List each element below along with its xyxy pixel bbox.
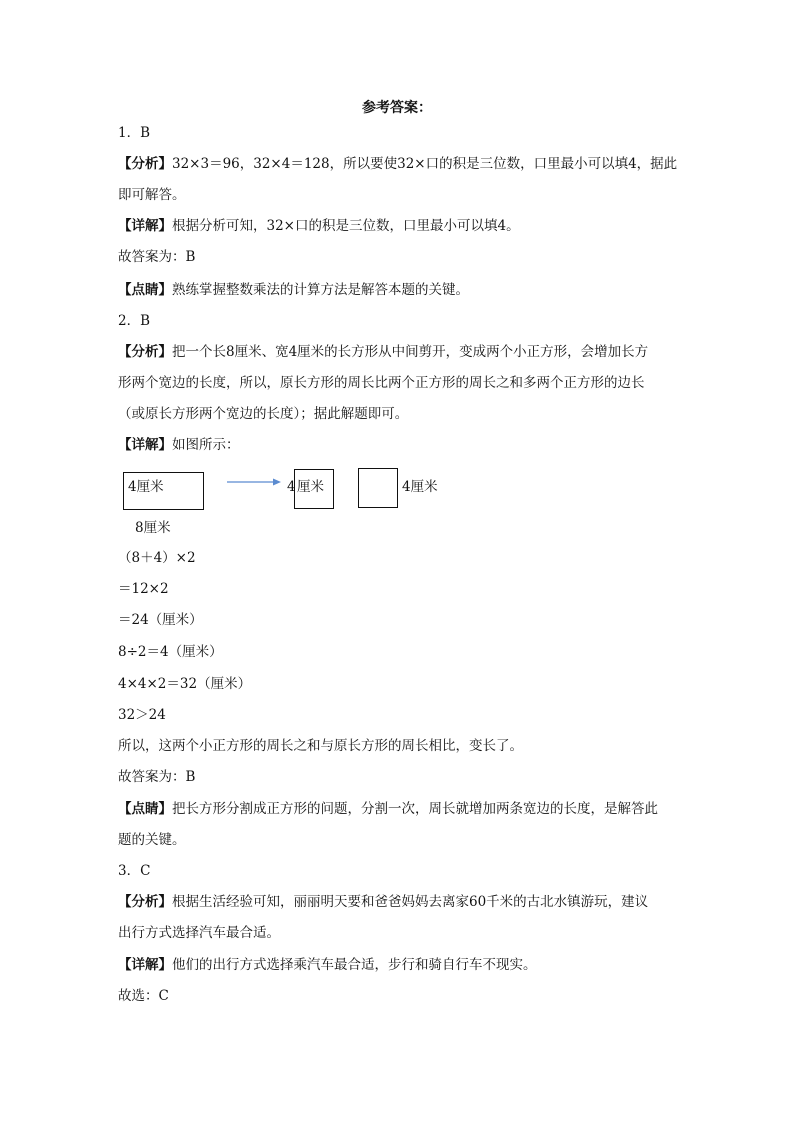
q1-comment: 【点睛】熟练掌握整数乘法的计算方法是解答本题的关键。 xyxy=(118,282,469,298)
rectangle-width-label: 4厘米 xyxy=(128,479,164,495)
square-figure-2 xyxy=(358,468,398,508)
q3-analysis-line-2: 出行方式选择汽车最合适。 xyxy=(118,925,280,941)
rectangle-length-label: 8厘米 xyxy=(135,520,171,536)
q2-comment-line-2: 题的关键。 xyxy=(118,832,186,848)
arrow-icon xyxy=(227,476,287,488)
analysis-tag: 【分析】 xyxy=(118,344,172,360)
q1-number: 1．B xyxy=(118,125,151,141)
q2-analysis-line-2: 形两个宽边的长度，所以，原长方形的周长比两个正方形的周长之和多两个正方形的边长 xyxy=(118,375,645,391)
q3-analysis-line-1: 【分析】根据生活经验可知，丽丽明天要和爸爸妈妈去离家60千米的古北水镇游玩，建议 xyxy=(118,894,649,910)
calc-line-3: ＝24（厘米） xyxy=(118,612,203,628)
q2-conclusion: 所以，这两个小正方形的周长之和与原长方形的周长相比，变长了。 xyxy=(118,738,523,754)
q2-comment-line-1: 【点睛】把长方形分割成正方形的问题，分割一次，周长就增加两条宽边的长度，是解答此 xyxy=(118,801,658,817)
q3-detail: 【详解】他们的出行方式选择乘汽车最合适，步行和骑自行车不现实。 xyxy=(118,957,537,973)
q2-analysis-line-3: （或原长方形两个宽边的长度）；据此解题即可。 xyxy=(118,406,409,422)
page-title: 参考答案： xyxy=(362,100,432,116)
square-2-side-label: 4厘米 xyxy=(402,479,438,495)
comment-tag: 【点睛】 xyxy=(118,801,172,817)
calc-line-4: 8÷2＝4（厘米） xyxy=(118,644,223,660)
calc-line-6: 32＞24 xyxy=(118,707,166,723)
square-1-side-label: 4 xyxy=(287,479,296,495)
detail-tag: 【详解】 xyxy=(118,437,172,453)
calc-line-2: ＝12×2 xyxy=(118,581,169,597)
q2-number: 2．B xyxy=(118,313,151,329)
square-1-unit-label: 厘米 xyxy=(297,479,324,495)
calc-line-1: （8＋4）×2 xyxy=(118,550,196,566)
analysis-tag: 【分析】 xyxy=(118,156,172,172)
q3-number: 3．C xyxy=(118,863,151,879)
q2-answer: 故答案为：B xyxy=(118,769,196,785)
detail-tag: 【详解】 xyxy=(118,218,172,234)
q1-analysis-line-2: 即可解答。 xyxy=(118,187,186,203)
detail-tag: 【详解】 xyxy=(118,957,172,973)
q3-answer: 故选：C xyxy=(118,988,169,1004)
q2-detail: 【详解】如图所示： xyxy=(118,437,240,453)
calc-line-5: 4×4×2＝32（厘米） xyxy=(118,676,252,692)
analysis-tag: 【分析】 xyxy=(118,894,172,910)
q1-detail: 【详解】根据分析可知，32×口的积是三位数，口里最小可以填4。 xyxy=(118,218,520,234)
comment-tag: 【点睛】 xyxy=(118,282,172,298)
q2-analysis-line-1: 【分析】把一个长8厘米、宽4厘米的长方形从中间剪开，变成两个小正方形，会增加长方 xyxy=(118,344,649,360)
q1-answer: 故答案为：B xyxy=(118,249,196,265)
q1-analysis-line-1: 【分析】32×3＝96，32×4＝128，所以要使32×口的积是三位数，口里最小可以填4，据此 xyxy=(118,156,678,172)
